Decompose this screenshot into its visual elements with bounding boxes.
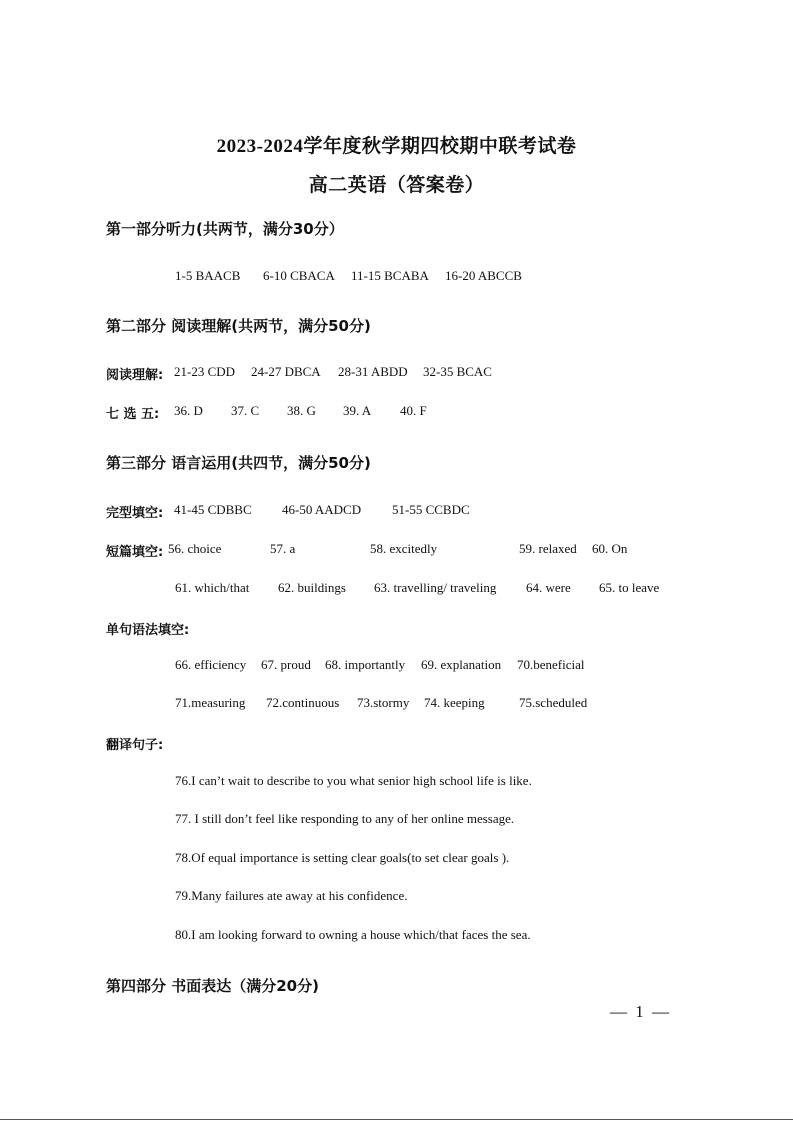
grammar-answer: 67. proud xyxy=(261,657,311,672)
cloze-label: 完型填空: xyxy=(106,506,164,521)
translation-sentence: 77. I still don’t feel like responding to any of her online message. xyxy=(175,811,515,826)
listening-answer: 16-20 ABCCB xyxy=(445,268,522,283)
seven-choose-five-label: 七 选 五: xyxy=(106,407,160,422)
cloze-answer: 46-50 AADCD xyxy=(282,502,362,517)
passage-answer: 65. to leave xyxy=(599,580,660,595)
passage-answer: 63. travelling/ traveling xyxy=(374,580,497,595)
part1-heading: 第一部分听力(共两节，满分30分） xyxy=(106,220,344,238)
grammar-answer: 66. efficiency xyxy=(175,657,247,672)
cloze-answer: 41-45 CDBBC xyxy=(174,502,252,517)
passage-answer: 57. a xyxy=(270,541,296,556)
part3-heading: 第三部分 语言运用(共四节，满分50分) xyxy=(106,454,371,472)
grammar-answer: 68. importantly xyxy=(325,657,406,672)
seven-answer: 38. G xyxy=(287,403,316,418)
reading-answer: 28-31 ABDD xyxy=(338,364,408,379)
reading-answer: 32-35 BCAC xyxy=(423,364,492,379)
grammar-answer: 74. keeping xyxy=(424,695,485,710)
reading-label: 阅读理解: xyxy=(106,368,164,383)
listening-answer: 11-15 BCABA xyxy=(351,268,429,283)
translation-sentence: 76.I can’t wait to describe to you what senior high school life is like. xyxy=(175,773,532,788)
passage-answer: 62. buildings xyxy=(278,580,346,595)
translation-sentence: 78.Of equal importance is setting clear goals(to set clear goals ). xyxy=(175,850,510,865)
passage-answer: 59. relaxed xyxy=(519,541,577,556)
translation-sentence: 80.I am looking forward to owning a house which/that faces the sea. xyxy=(175,927,531,942)
listening-answer: 6-10 CBACA xyxy=(263,268,335,283)
grammar-answer: 73.stormy xyxy=(357,695,410,710)
passage-answer: 56. choice xyxy=(168,541,222,556)
part2-heading: 第二部分 阅读理解(共两节，满分50分) xyxy=(106,317,371,335)
grammar-fill-label: 单句语法填空: xyxy=(106,623,190,638)
grammar-answer: 75.scheduled xyxy=(519,695,588,710)
seven-answer: 36. D xyxy=(174,403,203,418)
page-title: 2023-2024学年度秋学期四校期中联考试卷 xyxy=(216,136,577,157)
passage-answer: 60. On xyxy=(592,541,628,556)
grammar-answer: 72.continuous xyxy=(266,695,340,710)
grammar-answer: 70.beneficial xyxy=(517,657,585,672)
translation-sentence: 79.Many failures ate away at his confidence. xyxy=(175,888,408,903)
reading-answer: 21-23 CDD xyxy=(174,364,236,379)
part4-heading: 第四部分 书面表达（满分20分) xyxy=(106,977,319,995)
page-bottom-divider xyxy=(0,1119,793,1120)
grammar-answer: 71.measuring xyxy=(175,695,246,710)
seven-answer: 39. A xyxy=(343,403,372,418)
listening-answer: 1-5 BAACB xyxy=(175,268,241,283)
reading-answer: 24-27 DBCA xyxy=(251,364,321,379)
page-subtitle: 高二英语（答案卷） xyxy=(308,175,485,196)
grammar-answer: 69. explanation xyxy=(421,657,502,672)
passage-answer: 64. were xyxy=(526,580,571,595)
seven-answer: 37. C xyxy=(231,403,260,418)
page-number: — 1 — xyxy=(610,1002,671,1021)
seven-answer: 40. F xyxy=(400,403,427,418)
translation-label: 翻译句子: xyxy=(106,738,164,753)
passage-answer: 58. excitedly xyxy=(370,541,438,556)
passage-fill-label: 短篇填空: xyxy=(106,545,164,560)
passage-answer: 61. which/that xyxy=(175,580,250,595)
cloze-answer: 51-55 CCBDC xyxy=(392,502,470,517)
